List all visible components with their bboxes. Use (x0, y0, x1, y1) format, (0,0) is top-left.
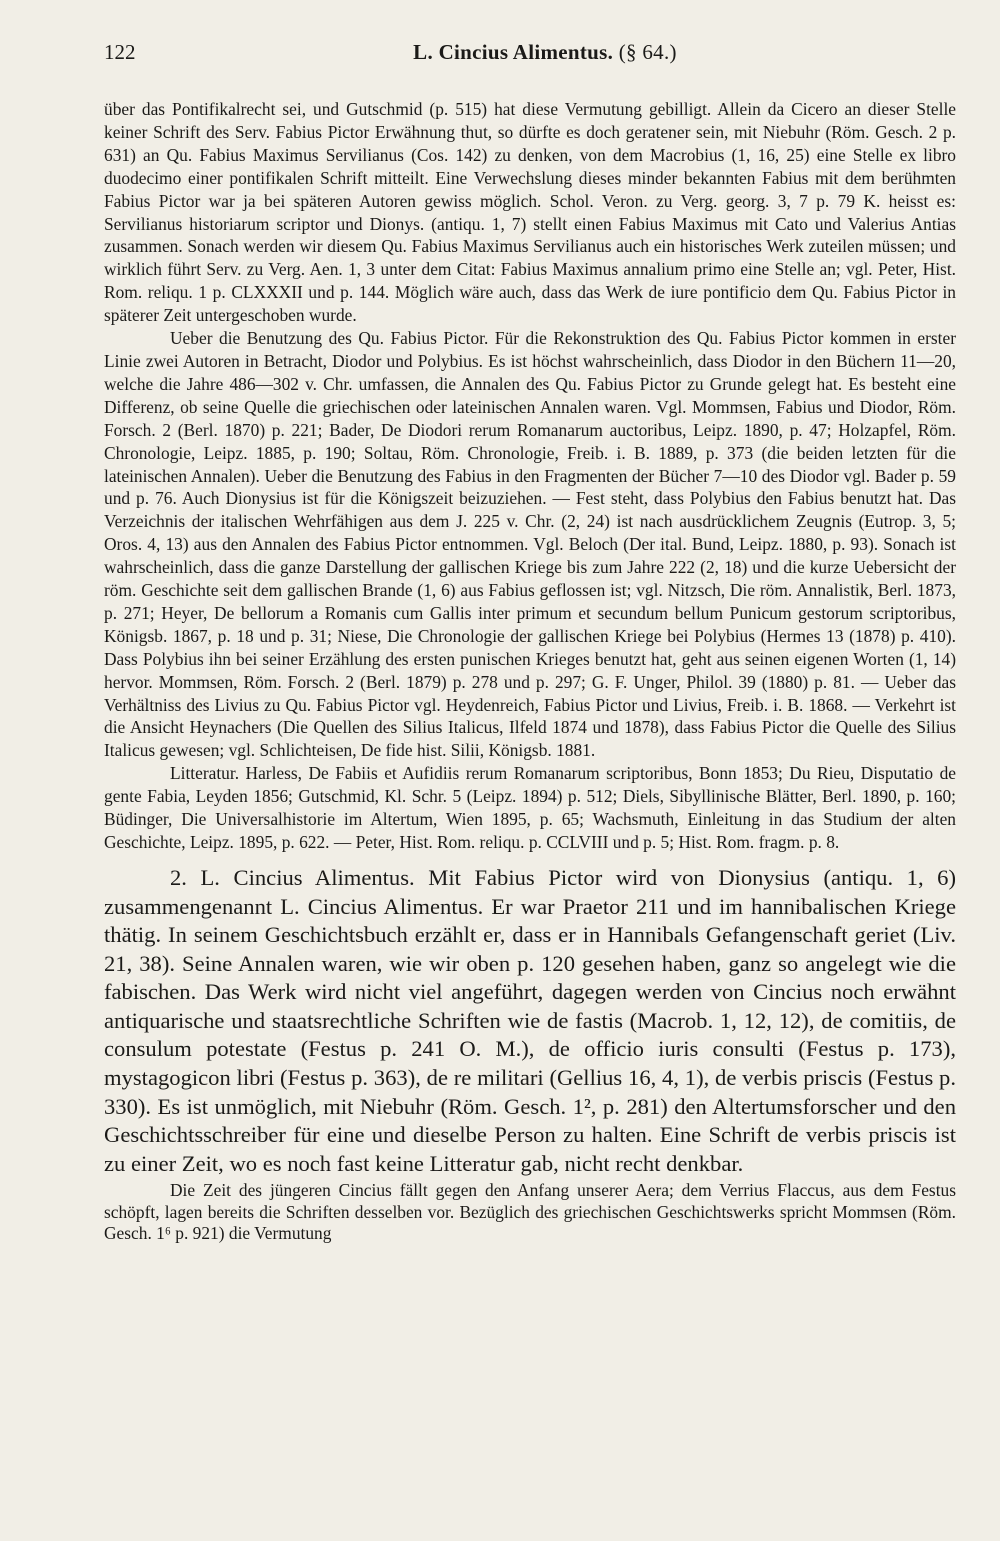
paragraph-litteratur: Litteratur. Harless, De Fabiis et Aufidiis rerum Romanarum scriptoribus, Bonn 1853; Du Rieu, Disputatio de gente Fabia, Leyden 1856; Gutschmid, Kl. Schr. 5 (Leipz. 1894) p. 512; Diels, Sibyllinische Blätter, Berl. 1890, p. 160; Büdinger, Die Universalhistorie im Altertum, Wien 1895, p. 65; Wachsmuth, Einleitung in das Studium der alten Geschichte, Leipz. 1895, p. 622. — Peter, Hist. Rom. reliqu. p. CCLVIII und p. 5; Hist. Rom. fragm. p. 8. (104, 763, 956, 852)
running-head-title: L. Cincius Alimentus. (413, 40, 614, 64)
page-number: 122 (104, 40, 136, 64)
running-head (194, 40, 956, 65)
section-reference: (§ 64.) (618, 40, 677, 64)
paragraph-juengerer-cincius: Die Zeit des jüngeren Cincius fällt gegen den Anfang unserer Aera; dem Verrius Flaccus, aus dem Festus schöpft, lagen bereits die Schriften desselben vor. Bezüglich des griechischen Geschichtswerks spricht Mommsen (Röm. Gesch. 1⁶ p. 921) die Vermutung (104, 1180, 956, 1244)
paragraph-benutzung: Ueber die Benutzung des Qu. Fabius Pictor. Für die Rekonstruktion des Qu. Fabius Pictor kommen in erster Linie zwei Autoren in Betracht, Diodor und Polybius. Es ist höchst wahrscheinlich, dass Diodor in den Büchern 11—20, welche die Jahre 486—302 v. Chr. umfassen, die Annalen des Qu. Fabius Pictor zu Grunde gelegt hat. Es besteht eine Differenz, ob seine Quelle die griechischen oder lateinischen Annalen waren. Vgl. Mommsen, Fabius und Diodor, Röm. Forsch. 2 (Berl. 1870) p. 221; Bader, De Diodori rerum Romanarum auctoribus, Leipz. 1890, p. 47; Holzapfel, Röm. Chronologie, Leipz. 1885, p. 190; Soltau, Röm. Chronologie, Freib. i. B. 1889, p. 373 (die beiden letzten für die lateinischen Annalen). Ueber die Benutzung des Fabius in den Fragmenten der Bücher 7—10 des Diodor vgl. Bader p. 59 und p. 76. Auch Dionysius ist für die Königszeit beizuziehen. — Fest steht, dass Polybius den Fabius benutzt hat. Das Verzeichnis der italischen Wehrfähigen aus dem J. 225 v. Chr. (2, 24) ist nach ausdrücklichem Zeugnis (Eutrop. 3, 5; Oros. 4, 13) aus den Annalen des Fabius Pictor entnommen. Vgl. Beloch (Der ital. Bund, Leipz. 1880, p. 93). Sonach ist wahrscheinlich, dass die ganze Darstellung der gallischen Kriege bis zum Jahre 222 (2, 18) und die kurze Uebersicht der röm. Geschichte seit dem gallischen Brande (1, 6) aus Fabius geflossen ist; vgl. Nitzsch, Die röm. Annalistik, Berl. 1873, p. 271; Heyer, De bellorum a Romanis cum Gallis inter primum et secundum bellum Punicum gestorum scriptoribus, Königsb. 1867, p. 18 und p. 31; Niese, Die Chronologie der gallischen Kriege bei Polybius (Hermes 13 (1878) p. 410). Dass Polybius ihn bei seiner Erzählung des ersten punischen Krieges benutzt hat, geht aus seinen eigenen Worten (1, 14) hervor. Mommsen, Röm. Forsch. 2 (Berl. 1879) p. 278 und p. 297; G. F. Unger, Philol. 39 (1880) p. 81. — Ueber das Verhältniss des Livius zu Qu. Fabius Pictor vgl. Heydenreich, Fabius Pictor und Livius, Freib. i. B. 1868. — Verkehrt ist die Ansicht Heynachers (Die Quellen des Silius Italicus, Ilfeld 1874 und 1878), dass Fabius Pictor die Quelle des Silius Italicus gewesen; vgl. Schlichteisen, De fide hist. Silii, Königsb. 1881. (104, 328, 956, 761)
paragraph-fabius-servilianus: über das Pontifikalrecht sei, und Gutschmid (p. 515) hat diese Vermutung gebilligt. Allein da Cicero an dieser Stelle keiner Schrift des Serv. Fabius Pictor Erwähnung thut, so dürfte es doch geratener sein, mit Niebuhr (Röm. Gesch. 2 p. 631) an Qu. Fabius Maximus Servilianus (Cos. 142) zu denken, von dem Macrobius (1, 16, 25) eine Stelle ex libro duodecimo einer pontifikalen Schrift mitteilt. Eine Verwechslung dieses minder bekannten Fabius mit dem berühmten Fabius Pictor war ja bei späteren Autoren gewiss möglich. Schol. Veron. zu Verg. georg. 3, 7 p. 79 K. heisst es: Servilianus historiarum scriptor und Dionys. (antiqu. 1, 7) stellt einen Fabius Maximus mit Cato und Valerius Antias zusammen. Sonach werden wir diesem Qu. Fabius Maximus Servilianus auch ein historisches Werk zuteilen müssen; und wirklich führt Serv. zu Verg. Aen. 1, 3 unter dem Citat: Fabius Maximus annalium primo eine Stelle an; vgl. Peter, Hist. Rom. reliqu. 1 p. CLXXXII und p. 144. Möglich wäre auch, dass das Werk de iure pontificio dem Qu. Fabius Pictor in späterer Zeit untergeschoben wurde. (104, 99, 956, 326)
small-print-block (104, 98, 956, 854)
page-header (104, 40, 956, 80)
main-text-block (104, 864, 956, 1179)
small-print-footer (104, 1180, 956, 1245)
paragraph-cincius-alimentus: 2. L. Cincius Alimentus. Mit Fabius Pictor wird von Dionysius (antiqu. 1, 6) zusammengenannt L. Cincius Alimentus. Er war Praetor 211 und im hannibalischen Kriege thätig. In seinem Geschichtsbuch erzählt er, dass er in Hannibals Gefangenschaft geriet (Liv. 21, 38). Seine Annalen waren, wie wir oben p. 120 gesehen haben, ganz so angelegt wie die fabischen. Das Werk wird nicht viel angeführt, dagegen werden von Cincius noch erwähnt antiquarische und staatsrechtliche Schriften wie de fastis (Macrob. 1, 12, 12), de comitiis, de consulum potestate (Festus p. 241 O. M.), de officio iuris consulti (Festus p. 173), mystagogicon libri (Festus p. 363), de re militari (Gellius 16, 4, 1), de verbis priscis (Festus p. 330). Es ist unmöglich, mit Niebuhr (Röm. Gesch. 1², p. 281) den Altertumsforscher und den Geschichtsschreiber für eine und dieselbe Person zu halten. Eine Schrift de verbis priscis ist zu einer Zeit, wo es noch fast keine Litteratur gab, nicht recht denkbar. (104, 864, 956, 1176)
